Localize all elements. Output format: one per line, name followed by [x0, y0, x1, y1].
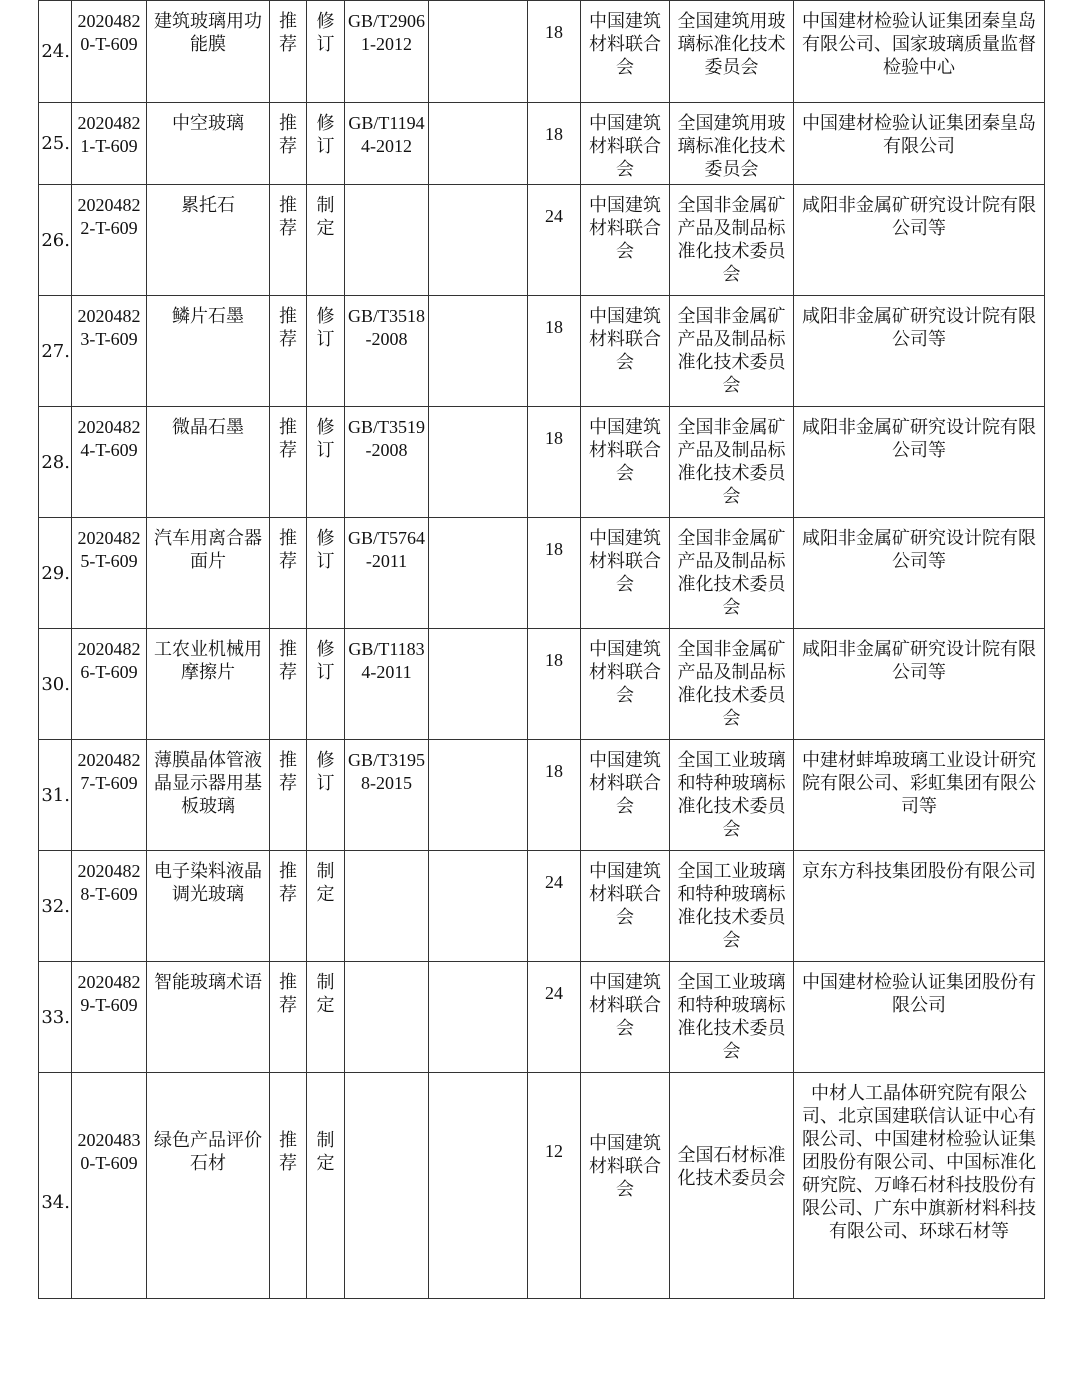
- project-period: 12: [528, 1073, 581, 1299]
- technical-committee: 全国石材标准化技术委员会: [670, 1073, 794, 1299]
- standard-name: 智能玻璃术语: [147, 962, 270, 1073]
- standard-name: 微晶石墨: [147, 407, 270, 518]
- table-row: [39, 518, 1045, 629]
- technical-committee: 全国工业玻璃和特种玻璃标准化技术委员会: [670, 962, 794, 1073]
- competent-department: 中国建筑材料联合会: [581, 185, 670, 296]
- plan-number: 20204829-T-609: [72, 962, 147, 1073]
- technical-committee: 全国非金属矿产品及制品标准化技术委员会: [670, 518, 794, 629]
- revision-type: 制定: [307, 962, 345, 1073]
- project-period: 18: [528, 1, 581, 103]
- plan-number: 20204828-T-609: [72, 851, 147, 962]
- revision-type: 制定: [307, 851, 345, 962]
- standard-nature: 推荐: [270, 629, 307, 740]
- revision-type: 制定: [307, 1073, 345, 1299]
- empty-cell: [429, 1, 528, 103]
- standard-name: 累托石: [147, 185, 270, 296]
- technical-committee: 全国工业玻璃和特种玻璃标准化技术委员会: [670, 740, 794, 851]
- empty-cell: [429, 851, 528, 962]
- technical-committee: 全国工业玻璃和特种玻璃标准化技术委员会: [670, 851, 794, 962]
- drafting-organization: 京东方科技集团股份有限公司: [794, 851, 1045, 962]
- empty-cell: [429, 296, 528, 407]
- replaced-standard: [345, 1073, 429, 1299]
- revision-type: 制定: [307, 185, 345, 296]
- replaced-standard: GB/T11944-2012: [345, 103, 429, 185]
- table-row: [39, 103, 1045, 185]
- plan-number: 20204827-T-609: [72, 740, 147, 851]
- replaced-standard: GB/T3518-2008: [345, 296, 429, 407]
- standard-nature: 推荐: [270, 103, 307, 185]
- empty-cell: [429, 518, 528, 629]
- revision-type: 修订: [307, 407, 345, 518]
- standard-nature: 推荐: [270, 518, 307, 629]
- plan-number: 20204820-T-609: [72, 1, 147, 103]
- standard-name: 建筑玻璃用功能膜: [147, 1, 270, 103]
- competent-department: 中国建筑材料联合会: [581, 518, 670, 629]
- standard-nature: 推荐: [270, 296, 307, 407]
- row-number: 28.: [39, 407, 72, 518]
- drafting-organization: 咸阳非金属矿研究设计院有限公司等: [794, 185, 1045, 296]
- plan-number: 20204824-T-609: [72, 407, 147, 518]
- drafting-organization: 咸阳非金属矿研究设计院有限公司等: [794, 296, 1045, 407]
- competent-department: 中国建筑材料联合会: [581, 1073, 670, 1299]
- standard-name: 汽车用离合器面片: [147, 518, 270, 629]
- technical-committee: 全国非金属矿产品及制品标准化技术委员会: [670, 296, 794, 407]
- technical-committee: 全国非金属矿产品及制品标准化技术委员会: [670, 407, 794, 518]
- table-row: [39, 962, 1045, 1073]
- competent-department: 中国建筑材料联合会: [581, 103, 670, 185]
- project-period: 18: [528, 518, 581, 629]
- replaced-standard: GB/T3519-2008: [345, 407, 429, 518]
- replaced-standard: GB/T11834-2011: [345, 629, 429, 740]
- standard-nature: 推荐: [270, 740, 307, 851]
- replaced-standard: [345, 185, 429, 296]
- table-row: [39, 185, 1045, 296]
- revision-type: 修订: [307, 740, 345, 851]
- replaced-standard: [345, 851, 429, 962]
- technical-committee: 全国建筑用玻璃标准化技术委员会: [670, 103, 794, 185]
- standard-nature: 推荐: [270, 185, 307, 296]
- empty-cell: [429, 407, 528, 518]
- row-number: 25.: [39, 103, 72, 185]
- competent-department: 中国建筑材料联合会: [581, 296, 670, 407]
- replaced-standard: [345, 962, 429, 1073]
- competent-department: 中国建筑材料联合会: [581, 1, 670, 103]
- empty-cell: [429, 962, 528, 1073]
- table-row: [39, 629, 1045, 740]
- standards-plan-table: [38, 0, 1045, 1299]
- standard-name: 薄膜晶体管液晶显示器用基板玻璃: [147, 740, 270, 851]
- drafting-organization: 中材人工晶体研究院有限公司、北京国建联信认证中心有限公司、中国建材检验认证集团股份有限公司、中国标准化研究院、万峰石材科技股份有限公司、广东中旗新材料科技有限公司、环球石材等: [794, 1073, 1045, 1299]
- revision-type: 修订: [307, 296, 345, 407]
- plan-number: 20204826-T-609: [72, 629, 147, 740]
- empty-cell: [429, 1073, 528, 1299]
- plan-number: 20204830-T-609: [72, 1073, 147, 1299]
- standard-name: 绿色产品评价石材: [147, 1073, 270, 1299]
- standard-nature: 推荐: [270, 851, 307, 962]
- revision-type: 修订: [307, 103, 345, 185]
- standard-name: 鳞片石墨: [147, 296, 270, 407]
- row-number: 32.: [39, 851, 72, 962]
- standard-nature: 推荐: [270, 1, 307, 103]
- revision-type: 修订: [307, 518, 345, 629]
- table-row: [39, 851, 1045, 962]
- table-row: [39, 407, 1045, 518]
- row-number: 27.: [39, 296, 72, 407]
- revision-type: 修订: [307, 1, 345, 103]
- standard-name: 工农业机械用摩擦片: [147, 629, 270, 740]
- project-period: 18: [528, 103, 581, 185]
- empty-cell: [429, 103, 528, 185]
- project-period: 18: [528, 296, 581, 407]
- replaced-standard: GB/T29061-2012: [345, 1, 429, 103]
- competent-department: 中国建筑材料联合会: [581, 407, 670, 518]
- empty-cell: [429, 740, 528, 851]
- standard-nature: 推荐: [270, 407, 307, 518]
- technical-committee: 全国非金属矿产品及制品标准化技术委员会: [670, 185, 794, 296]
- project-period: 24: [528, 851, 581, 962]
- replaced-standard: GB/T31958-2015: [345, 740, 429, 851]
- revision-type: 修订: [307, 629, 345, 740]
- competent-department: 中国建筑材料联合会: [581, 851, 670, 962]
- plan-number: 20204821-T-609: [72, 103, 147, 185]
- competent-department: 中国建筑材料联合会: [581, 629, 670, 740]
- standard-name: 中空玻璃: [147, 103, 270, 185]
- row-number: 26.: [39, 185, 72, 296]
- drafting-organization: 咸阳非金属矿研究设计院有限公司等: [794, 407, 1045, 518]
- drafting-organization: 咸阳非金属矿研究设计院有限公司等: [794, 518, 1045, 629]
- plan-number: 20204825-T-609: [72, 518, 147, 629]
- standard-nature: 推荐: [270, 1073, 307, 1299]
- drafting-organization: 中国建材检验认证集团股份有限公司: [794, 962, 1045, 1073]
- plan-number: 20204822-T-609: [72, 185, 147, 296]
- plan-number: 20204823-T-609: [72, 296, 147, 407]
- drafting-organization: 中国建材检验认证集团秦皇岛有限公司: [794, 103, 1045, 185]
- standard-nature: 推荐: [270, 962, 307, 1073]
- standard-name: 电子染料液晶调光玻璃: [147, 851, 270, 962]
- table-row: [39, 1073, 1045, 1299]
- row-number: 33.: [39, 962, 72, 1073]
- project-period: 18: [528, 740, 581, 851]
- project-period: 24: [528, 962, 581, 1073]
- drafting-organization: 中国建材检验认证集团秦皇岛有限公司、国家玻璃质量监督检验中心: [794, 1, 1045, 103]
- table-row: [39, 1, 1045, 103]
- row-number: 24.: [39, 1, 72, 103]
- replaced-standard: GB/T5764-2011: [345, 518, 429, 629]
- row-number: 34.: [39, 1073, 72, 1299]
- table-row: [39, 740, 1045, 851]
- competent-department: 中国建筑材料联合会: [581, 740, 670, 851]
- row-number: 29.: [39, 518, 72, 629]
- empty-cell: [429, 629, 528, 740]
- technical-committee: 全国非金属矿产品及制品标准化技术委员会: [670, 629, 794, 740]
- competent-department: 中国建筑材料联合会: [581, 962, 670, 1073]
- technical-committee: 全国建筑用玻璃标准化技术委员会: [670, 1, 794, 103]
- row-number: 31.: [39, 740, 72, 851]
- project-period: 18: [528, 629, 581, 740]
- row-number: 30.: [39, 629, 72, 740]
- project-period: 24: [528, 185, 581, 296]
- drafting-organization: 中建材蚌埠玻璃工业设计研究院有限公司、彩虹集团有限公司等: [794, 740, 1045, 851]
- empty-cell: [429, 185, 528, 296]
- project-period: 18: [528, 407, 581, 518]
- table-row: [39, 296, 1045, 407]
- drafting-organization: 咸阳非金属矿研究设计院有限公司等: [794, 629, 1045, 740]
